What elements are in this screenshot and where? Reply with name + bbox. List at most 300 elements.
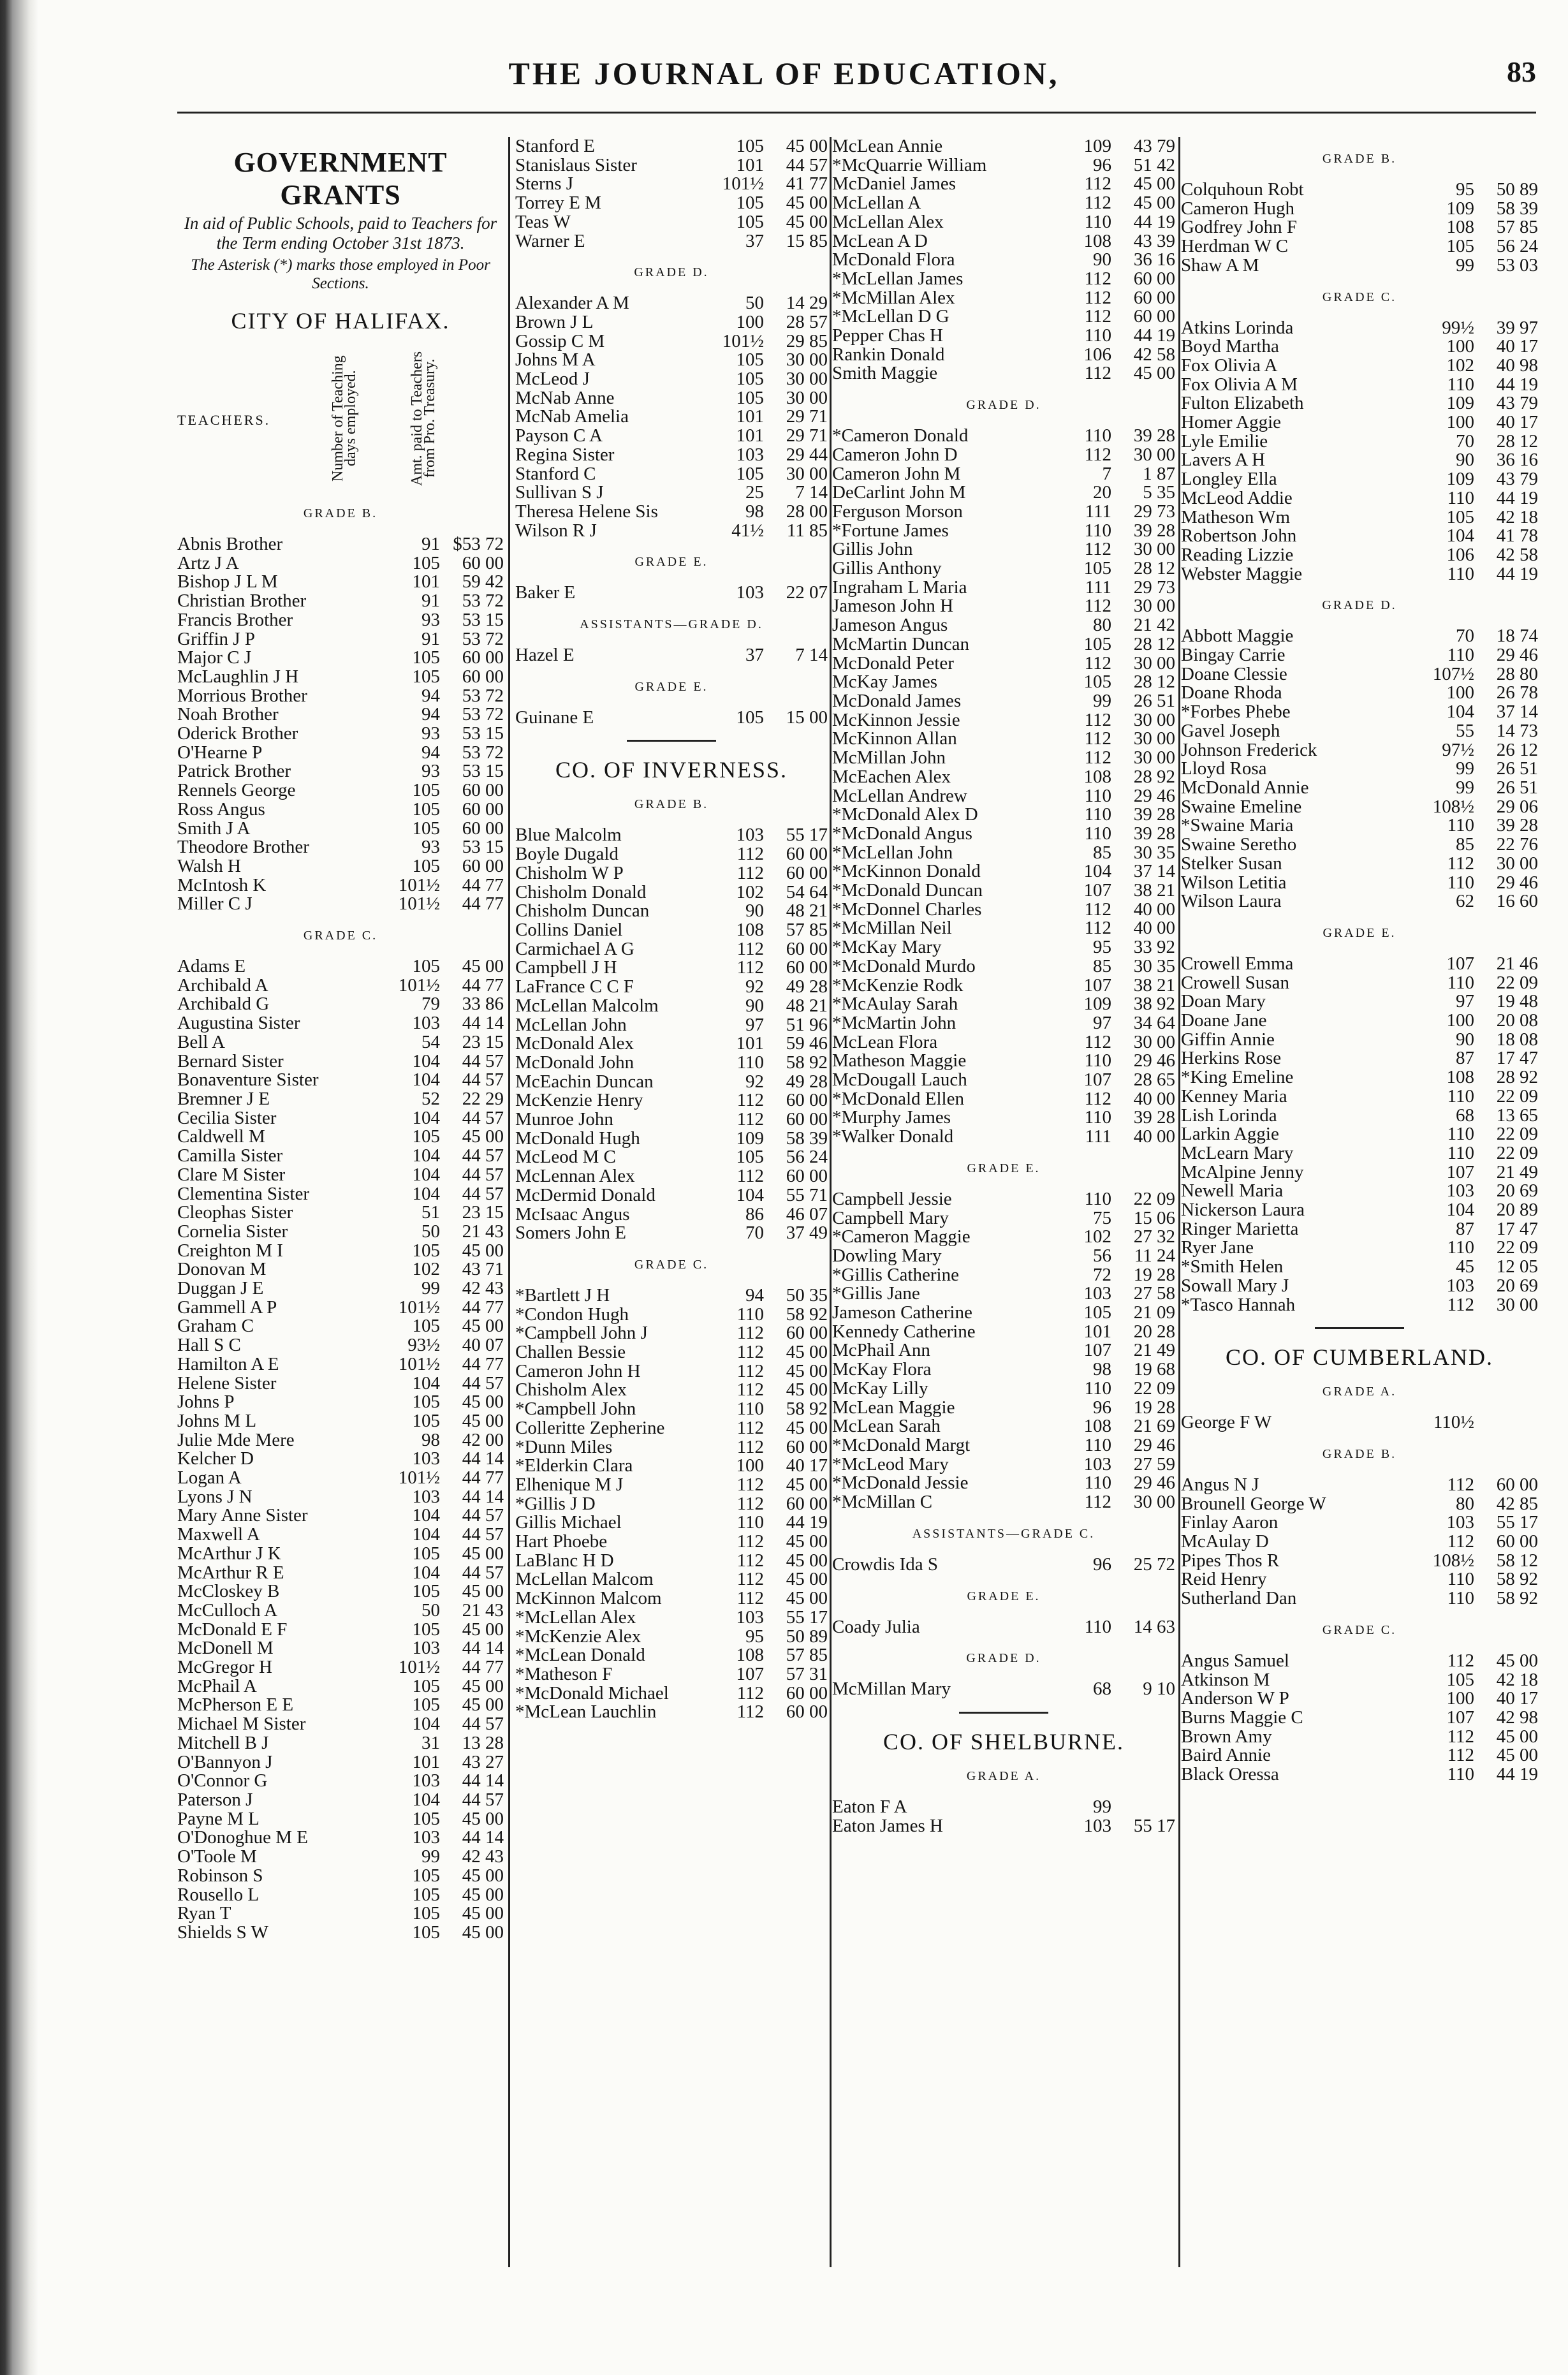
amount-paid: 30 00 [1133, 1492, 1175, 1513]
amount-paid: 38 92 [1133, 994, 1175, 1015]
amount-paid: 60 00 [786, 1702, 828, 1723]
teacher-row [177, 762, 504, 781]
teacher-row [1181, 741, 1538, 760]
teacher-row [177, 800, 504, 820]
amount-paid: 44 14 [462, 1013, 504, 1034]
teacher-name: Artz J A [177, 554, 239, 573]
amount-paid: 53 15 [462, 723, 504, 744]
amount-paid: 59 42 [462, 571, 504, 592]
amount-paid [1474, 1413, 1538, 1432]
teacher-name: Miller C J [177, 895, 253, 915]
teacher-row [1181, 451, 1538, 470]
teacher-row [1181, 1011, 1538, 1031]
teacher-row [1181, 874, 1538, 893]
teacher-row [1181, 646, 1538, 665]
amount-paid: 48 21 [786, 995, 828, 1016]
amount-paid: 40 00 [1133, 1088, 1175, 1109]
teacher-row [515, 1589, 828, 1608]
amount-paid: 14 73 [1496, 720, 1538, 741]
amount-paid: 44 19 [1133, 211, 1175, 232]
days-employed: 75 [1093, 1207, 1111, 1228]
teacher-name: McDougall Lauch [832, 1071, 967, 1090]
grade-heading: GRADE B. [1322, 152, 1397, 166]
amount-paid: 30 00 [786, 349, 828, 371]
amount-paid: 38 21 [1133, 880, 1175, 901]
teacher-name: Walsh H [177, 857, 241, 876]
teacher-row [1181, 1709, 1538, 1728]
teacher-name: Black Oressa [1181, 1765, 1279, 1784]
teacher-row [1181, 684, 1538, 703]
days-employed: 109 [1446, 393, 1474, 414]
teacher-row [177, 1923, 504, 1943]
amount-paid: 45 00 [786, 211, 828, 232]
teacher-name: Gavel Joseph [1181, 721, 1280, 741]
teacher-name: Matheson Wm [1181, 508, 1291, 527]
teacher-row [515, 1091, 828, 1110]
teacher-row [832, 1379, 1175, 1399]
teacher-row [515, 427, 828, 446]
teacher-name: Sowall Mary J [1181, 1276, 1289, 1296]
teacher-row [177, 1753, 504, 1772]
teacher-name: Graham C [177, 1317, 254, 1337]
teacher-name: Jameson John H [832, 597, 954, 617]
days-employed: 99 [1456, 758, 1474, 779]
amount-paid: 44 57 [462, 1790, 504, 1810]
amount-paid: 30 00 [1133, 709, 1175, 730]
teacher-name: Giffin Annie [1181, 1030, 1275, 1050]
days-employed: 105 [1446, 506, 1474, 527]
teacher-row [832, 1128, 1175, 1147]
amount-paid: 53 72 [462, 685, 504, 706]
amount-paid: 54 64 [786, 881, 828, 902]
teacher-row [1181, 1589, 1538, 1608]
amount-paid: 21 42 [1133, 615, 1175, 636]
teacher-name: Reid Henry [1181, 1570, 1267, 1590]
amount-paid: 25 72 [1133, 1554, 1175, 1575]
amount-paid: 44 57 [462, 1183, 504, 1204]
teacher-name: Cleophas Sister [177, 1203, 293, 1223]
teacher-name: Regina Sister [515, 445, 615, 465]
teacher-row [515, 1129, 828, 1149]
teacher-row [1181, 1296, 1538, 1315]
days-employed: 101 [736, 406, 764, 427]
days-employed: 108 [736, 919, 764, 940]
teacher-name: *McLellan James [832, 269, 964, 289]
days-employed: 105 [1083, 633, 1111, 654]
days-employed: 93 [421, 837, 440, 858]
amount-paid: 42 43 [462, 1846, 504, 1867]
days-employed: 112 [1084, 306, 1111, 327]
amount-paid: 53 15 [462, 609, 504, 630]
teacher-row [832, 194, 1175, 213]
teacher-row [177, 1526, 504, 1545]
amount-paid: 42 18 [1496, 1669, 1538, 1690]
days-employed: 106 [1446, 544, 1474, 565]
teacher-name: Longley Ella [1181, 470, 1277, 489]
teacher-name: Francis Brother [177, 610, 293, 630]
amount-paid: 21 43 [462, 1221, 504, 1242]
days-employed: 98 [421, 1429, 440, 1450]
teacher-row [1181, 413, 1538, 432]
teacher-row [1181, 546, 1538, 565]
days-employed: 112 [1447, 1726, 1474, 1747]
days-employed: 104 [412, 1372, 440, 1393]
days-employed: 112 [1084, 596, 1111, 617]
amount-paid: 29 73 [1133, 577, 1175, 598]
amount-paid: 43 79 [1133, 137, 1175, 156]
days-employed: 104 [736, 1184, 764, 1205]
days-employed: 105 [412, 1410, 440, 1431]
days-employed: 110 [1447, 374, 1474, 395]
amount-paid: 49 28 [786, 976, 828, 997]
days-employed: 110 [1447, 1124, 1474, 1145]
days-employed: 100 [1446, 412, 1474, 433]
amount-paid: 58 12 [1496, 1550, 1538, 1571]
teacher-row [832, 805, 1175, 825]
teacher-name: Blue Malcolm [515, 826, 622, 846]
teacher-row [832, 901, 1175, 920]
teacher-name: *Campbell John [515, 1400, 636, 1419]
days-employed: 50 [421, 1221, 440, 1242]
amount-paid: 29 71 [786, 406, 828, 427]
teacher-row [832, 1493, 1175, 1512]
teacher-name: Doane Jane [1181, 1011, 1267, 1031]
teacher-name: Pepper Chas H [832, 327, 943, 346]
days-employed: 112 [736, 1360, 764, 1381]
days-employed: 112 [736, 1109, 764, 1130]
amount-paid: 42 00 [462, 1429, 504, 1450]
days-employed: 105 [1083, 558, 1111, 579]
amount-paid: 19 28 [1133, 1397, 1175, 1418]
teacher-row [832, 1399, 1175, 1418]
days-employed: 99 [1093, 1796, 1111, 1817]
amount-paid: 60 00 [786, 1436, 828, 1457]
page-number: 83 [1507, 55, 1536, 88]
teacher-row [832, 1266, 1175, 1285]
teacher-row [515, 1167, 828, 1186]
teacher-row [832, 881, 1175, 901]
days-employed: 105 [736, 1147, 764, 1168]
teacher-row [832, 1228, 1175, 1247]
amount-paid: 45 00 [462, 1675, 504, 1696]
days-employed: 103 [412, 1770, 440, 1791]
days-employed: 93 [421, 723, 440, 744]
teacher-name: Payne M L [177, 1809, 260, 1829]
teacher-name: Ferguson Morson [832, 502, 963, 522]
teacher-row [177, 1791, 504, 1810]
teacher-name: Swaine Emeline [1181, 797, 1302, 817]
days-employed: 105 [412, 1126, 440, 1147]
days-employed: 99 [421, 1278, 440, 1299]
amount-paid: 44 57 [462, 1714, 504, 1735]
teacher-name: McCloskey B [177, 1582, 280, 1601]
days-employed: 72 [1093, 1264, 1111, 1285]
teacher-row [177, 820, 504, 839]
amount-paid: 50 89 [786, 1626, 828, 1647]
teacher-row [177, 592, 504, 611]
amount-paid: 21 46 [1496, 953, 1538, 974]
teacher-name: McKay James [832, 673, 938, 692]
teacher-name: Theresa Helene Sis [515, 502, 658, 522]
teacher-row [1181, 218, 1538, 237]
teacher-row [1181, 1513, 1538, 1533]
days-employed: 91 [421, 534, 440, 554]
teacher-row [177, 1582, 504, 1601]
teacher-row [515, 921, 828, 940]
teacher-name: Shaw A M [1181, 256, 1259, 276]
teacher-name: McDonald Annie [1181, 778, 1309, 798]
days-employed: 104 [412, 1164, 440, 1185]
days-employed: 112 [736, 1090, 764, 1111]
amount-paid: 30 00 [1133, 539, 1175, 560]
teacher-name: O'Connor G [177, 1772, 268, 1791]
teacher-name: Campbell Mary [832, 1209, 949, 1228]
teacher-name: *Campbell John J [515, 1324, 648, 1344]
teacher-row [515, 1646, 828, 1665]
teacher-row [177, 687, 504, 706]
amount-paid: 41 78 [1496, 526, 1538, 547]
days-employed: 96 [1093, 154, 1111, 175]
days-employed: 110 [1084, 520, 1111, 541]
teacher-name: McLennan Alex [515, 1167, 635, 1186]
teacher-name: McIsaac Angus [515, 1205, 630, 1224]
teacher-row [177, 1848, 504, 1867]
teacher-name: Boyle Dugald [515, 845, 619, 864]
days-employed: 112 [1447, 853, 1474, 874]
amount-paid: 45 00 [786, 193, 828, 214]
days-employed: 109 [1083, 994, 1111, 1015]
days-column-label: Number of Teaching days employed. [330, 355, 359, 482]
teacher-name: McPherson E E [177, 1696, 294, 1716]
days-employed: 98 [1093, 1359, 1111, 1380]
teacher-name: Pipes Thos R [1181, 1551, 1280, 1571]
days-employed: 107 [1446, 953, 1474, 974]
teacher-row [177, 1166, 504, 1185]
teacher-name: Boyd Martha [1181, 337, 1279, 357]
teacher-row [832, 1071, 1175, 1090]
days-employed: 111 [1085, 577, 1111, 598]
teacher-row [1181, 394, 1538, 413]
days-employed: 103 [412, 1013, 440, 1034]
teacher-name: Stanislaus Sister [515, 156, 637, 175]
days-employed: 103 [1446, 1180, 1474, 1202]
amount-paid: 44 57 [462, 1562, 504, 1583]
teacher-row [515, 156, 828, 175]
amount-paid: 44 57 [462, 1050, 504, 1071]
grants-title: GOVERNMENT GRANTS [233, 147, 448, 210]
teacher-row [515, 1419, 828, 1438]
amount-paid: 59 46 [786, 1033, 828, 1054]
teacher-name: Newell Maria [1181, 1182, 1284, 1202]
days-employed: 101 [736, 1033, 764, 1054]
days-employed: 110 [1447, 972, 1474, 993]
teacher-row [1181, 760, 1538, 779]
teacher-row [515, 465, 828, 484]
amount-paid: 45 00 [462, 1695, 504, 1716]
teacher-row [515, 902, 828, 921]
teacher-name: *McLellan D G [832, 307, 949, 327]
amount-paid: 11 24 [1134, 1245, 1175, 1266]
amount-paid: 45 00 [786, 1417, 828, 1438]
days-employed: 101½ [398, 1353, 440, 1374]
teacher-name: Abnis Brother [177, 535, 283, 554]
amount-paid: 44 57 [462, 1145, 504, 1166]
teacher-row [832, 307, 1175, 327]
teacher-row [832, 1052, 1175, 1071]
teacher-row [832, 1247, 1175, 1266]
days-employed: 112 [736, 1702, 764, 1723]
days-employed: 112 [736, 1493, 764, 1514]
amount-paid: 40 17 [786, 1455, 828, 1476]
teacher-row [832, 364, 1175, 383]
teacher-name: McLaughlin J H [177, 667, 299, 687]
amount-paid: 30 00 [1133, 747, 1175, 768]
teacher-name: Carmichael A G [515, 939, 634, 959]
teacher-row [177, 1336, 504, 1355]
amount-paid: 40 00 [1133, 1126, 1175, 1147]
amount-paid: 42 43 [462, 1278, 504, 1299]
teacher-row [1181, 1182, 1538, 1201]
teacher-row [515, 213, 828, 232]
days-employed: 90 [745, 995, 764, 1016]
days-employed: 101½ [722, 173, 764, 195]
days-employed: 110 [1447, 1085, 1474, 1107]
teacher-name: Anderson W P [1181, 1689, 1289, 1709]
days-employed: 95 [745, 1626, 764, 1647]
teacher-name: Hart Phoebe [515, 1533, 608, 1552]
teacher-name: Shields S W [177, 1923, 268, 1943]
teacher-name: Webster Maggie [1181, 564, 1303, 584]
teacher-row [515, 646, 828, 665]
teacher-row [177, 1014, 504, 1033]
amount-paid: 45 00 [462, 1581, 504, 1602]
days-employed: 103 [736, 582, 764, 603]
teacher-row [832, 957, 1175, 976]
amount-paid: 44 19 [1496, 563, 1538, 584]
amount-paid: 57 85 [1496, 217, 1538, 238]
teacher-row [515, 1305, 828, 1325]
teacher-name: Brown Amy [1181, 1727, 1272, 1747]
teacher-name: McKenzie Henry [515, 1091, 643, 1111]
days-employed: 102 [1083, 1226, 1111, 1247]
teacher-row [177, 1355, 504, 1374]
teacher-name: Archibald G [177, 995, 270, 1015]
days-employed: 101½ [722, 330, 764, 351]
days-employed: 103 [412, 1486, 440, 1507]
teacher-row [177, 1052, 504, 1071]
days-employed: 112 [1084, 899, 1111, 920]
teacher-name: McLean Maggie [832, 1398, 955, 1418]
teacher-name: Bernard Sister [177, 1052, 284, 1071]
amount-paid: 22 76 [1496, 834, 1538, 855]
county-heading: CITY OF HALIFAX. [231, 308, 450, 334]
teacher-row [1181, 779, 1538, 798]
teacher-row [177, 668, 504, 687]
days-employed: 104 [412, 1070, 440, 1091]
teacher-name: Wilson Letitia [1181, 873, 1287, 893]
days-employed: 110 [1447, 815, 1474, 836]
teacher-row [177, 554, 504, 573]
teacher-row [832, 270, 1175, 289]
teacher-row [832, 1209, 1175, 1228]
amount-paid: 46 07 [786, 1203, 828, 1224]
amount-paid: 26 12 [1496, 739, 1538, 760]
teacher-row [177, 1469, 504, 1488]
days-employed: 86 [745, 1203, 764, 1224]
amount-paid: 45 00 [786, 1588, 828, 1609]
amount-paid: 30 00 [1133, 596, 1175, 617]
teacher-name: *McDonald Michael [515, 1684, 669, 1703]
amount-paid: 44 57 [462, 1070, 504, 1091]
teacher-name: Ryan T [177, 1904, 231, 1923]
amount-paid: 30 00 [1133, 728, 1175, 749]
days-employed: 45 [1456, 1256, 1474, 1277]
amount-paid: 15 00 [786, 707, 828, 728]
teacher-name: Bingay Carrie [1181, 646, 1286, 665]
teacher-row [177, 1564, 504, 1583]
amount-paid: 55 71 [786, 1184, 828, 1205]
amount-paid: 29 44 [786, 444, 828, 465]
days-employed: 110 [1447, 563, 1474, 584]
teacher-name: *Matheson F [515, 1665, 613, 1684]
days-employed: 104 [1446, 526, 1474, 547]
amount-paid: 45 00 [462, 1884, 504, 1905]
teacher-row [177, 1886, 504, 1905]
days-employed: 68 [1093, 1679, 1111, 1700]
days-employed: 103 [412, 1448, 440, 1469]
grade-heading: GRADE A. [1322, 1385, 1397, 1399]
teacher-row [515, 1343, 828, 1362]
teacher-row [1181, 955, 1538, 974]
teacher-name: Somers John E [515, 1224, 626, 1243]
days-employed: 107 [1083, 1340, 1111, 1361]
teacher-row [515, 194, 828, 213]
days-employed: 101 [412, 571, 440, 592]
teacher-name: McLellan Alex [832, 212, 944, 232]
amount-paid: 33 92 [1133, 937, 1175, 958]
teacher-row [832, 1033, 1175, 1052]
amount-paid: 13 28 [462, 1732, 504, 1753]
teacher-row [177, 1185, 504, 1204]
teacher-name: Clementina Sister [177, 1184, 309, 1204]
teacher-row [515, 483, 828, 503]
teacher-name: Lyle Emilie [1181, 432, 1268, 452]
days-employed: 87 [1456, 1218, 1474, 1239]
teacher-row [177, 957, 504, 976]
amount-paid: 44 19 [1496, 1764, 1538, 1785]
teacher-name: Mitchell B J [177, 1733, 269, 1753]
teacher-row [832, 597, 1175, 616]
amount-paid: 50 89 [1496, 179, 1538, 200]
teacher-row [832, 844, 1175, 863]
teacher-name: McLean Sarah [832, 1417, 941, 1436]
amount-paid: 30 00 [1133, 652, 1175, 673]
days-employed: 105 [412, 1581, 440, 1602]
teachers-column-label: TEACHERS. [177, 412, 271, 428]
teacher-row [832, 1474, 1175, 1493]
days-employed: 109 [1446, 198, 1474, 219]
journal-title: THE JOURNAL OF EDUCATION, [508, 55, 1060, 91]
days-employed: 112 [1084, 268, 1111, 289]
amount-paid: 44 19 [1496, 487, 1538, 508]
teacher-name: Torrey E M [515, 194, 601, 213]
amount-paid: 60 00 [462, 855, 504, 876]
region-separator-rule [959, 1712, 1048, 1714]
days-employed: 7 [1102, 463, 1111, 484]
teacher-row [177, 1621, 504, 1640]
amount-paid: 44 77 [462, 1353, 504, 1374]
grade-heading: GRADE E. [1323, 925, 1396, 940]
